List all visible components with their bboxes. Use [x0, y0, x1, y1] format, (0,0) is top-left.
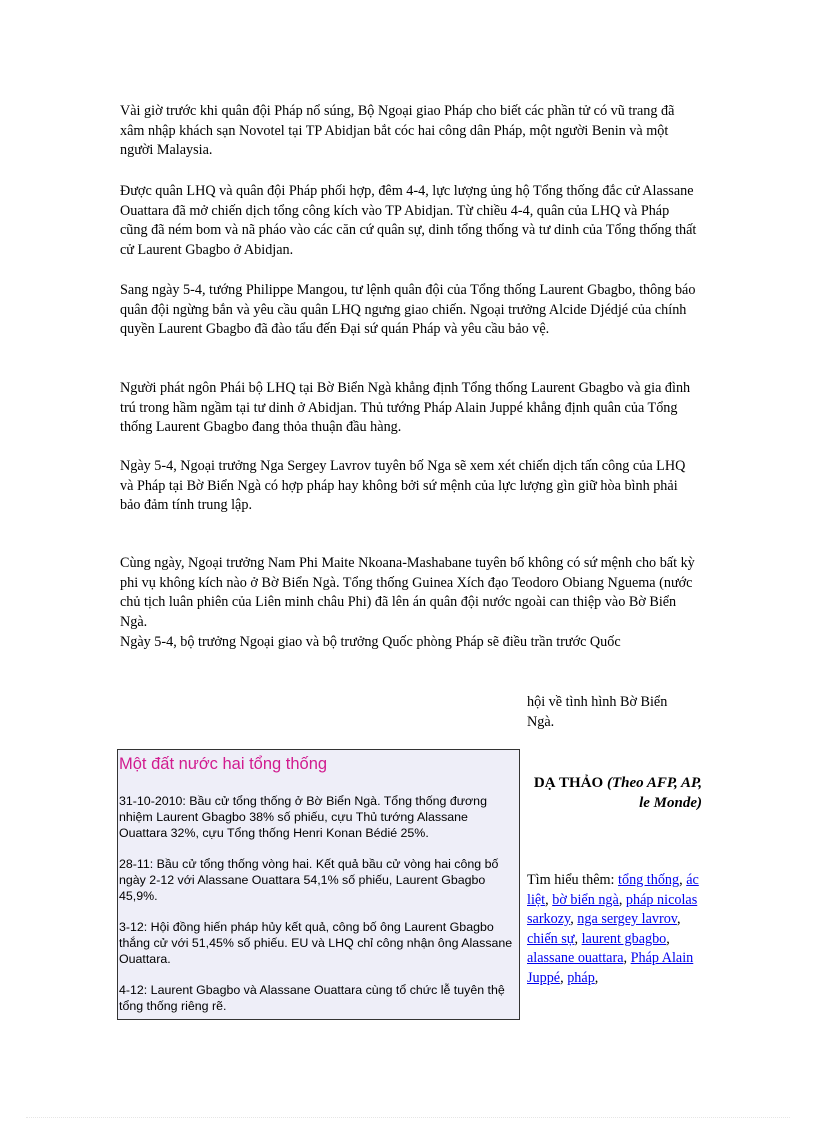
- byline: [526, 773, 702, 813]
- sidebox-title: Một đất nước hai tổng thống: [119, 755, 328, 773]
- article-paragraph: Được quân LHQ và quân đội Pháp phối hợp, đêm 4-4, lực lượng ủng hộ Tổng thống đắc cử Alassane Ouattara đã mở chiến dịch tổng công kích vào TP Abidjan. Từ chiều 4-4, quân của LHQ và Pháp cũng đã ném bom và nã pháo vào các căn cứ quân sự, dinh tổng thống và tư dinh của Tổng thống thất cử Laurent Gbagbo ở Abidjan.: [120, 183, 697, 258]
- timeline-entry: 4-12: Laurent Gbagbo và Alassane Ouattara cùng tổ chức lễ tuyên thệ tổng thống riêng rẽ.: [119, 983, 505, 1013]
- article-continuation: hội về tình hình Bờ Biển Ngà.: [527, 694, 668, 730]
- article-paragraph: Người phát ngôn Phái bộ LHQ tại Bờ Biển Ngà khẳng định Tổng thống Laurent Gbagbo và gia đình trú trong hầm ngầm tại tư dinh ở Abidjan. Thủ tướng Pháp Alain Juppé khẳng định quân của Tổng thống Laurent Gbagbo đang thỏa thuận đầu hàng.: [120, 380, 691, 435]
- byline-source: (Theo AFP, AP, le Monde): [606, 775, 702, 811]
- related-link[interactable]: laurent gbagbo: [581, 930, 667, 947]
- related-link[interactable]: ác liệt: [527, 872, 699, 908]
- related-link[interactable]: tổng thống: [618, 872, 680, 888]
- timeline-entry: 28-11: Bầu cử tổng thống vòng hai. Kết quả bầu cử vòng hai công bố ngày 2-12 với Alassane Ouattara 54,1% số phiếu, Laurent Gbagbo 45,9%.: [119, 857, 499, 903]
- author-name: DẠ THẢO: [533, 775, 604, 791]
- related-link[interactable]: pháp nicolas sarkozy: [527, 891, 698, 927]
- related-link[interactable]: bờ biển ngà: [552, 891, 619, 908]
- related-link[interactable]: pháp: [567, 969, 595, 986]
- timeline-entry: 31-10-2010: Bầu cử tổng thống ở Bờ Biển Ngà. Tổng thống đương nhiệm Laurent Gbagbo 38% số phiếu, cựu Thủ tướng Alassane Ouattara 32%, cựu Tổng thống Henri Konan Bédié 25%.: [119, 794, 487, 840]
- related-label: Tìm hiểu thêm:: [527, 872, 615, 888]
- related-link[interactable]: alassane ouattara: [527, 950, 624, 966]
- article-paragraph: Vài giờ trước khi quân đội Pháp nổ súng, Bộ Ngoại giao Pháp cho biết các phần tử có vũ trang đã xâm nhập khách sạn Novotel tại TP Abidjan bắt cóc hai công dân Pháp, một người Benin và một người Malaysia.: [120, 103, 675, 158]
- page-bottom-divider: [26, 1117, 790, 1118]
- related-link[interactable]: Pháp Alain Juppé: [527, 950, 694, 986]
- timeline-sidebox: [117, 749, 520, 1020]
- article-paragraph: Ngày 5-4, Ngoại trưởng Nga Sergey Lavrov tuyên bố Nga sẽ xem xét chiến dịch tấn công của LHQ và Pháp tại Bờ Biển Ngà có hợp pháp hay không bởi sứ mệnh của lực lượng gìn giữ hòa bình phải bảo đảm tính trung lập.: [120, 458, 686, 513]
- timeline-entry: 3-12: Hội đồng hiến pháp hủy kết quả, công bố ông Laurent Gbagbo thắng cử với 51,45% số phiếu. EU và LHQ chỉ công nhận ông Alassane Ouattara.: [119, 920, 513, 966]
- article-paragraph: Ngày 5-4, bộ trưởng Ngoại giao và bộ trưởng Quốc phòng Pháp sẽ điều trần trước Quốc: [120, 634, 621, 650]
- related-link[interactable]: chiến sự: [527, 930, 575, 947]
- article-paragraph: Sang ngày 5-4, tướng Philippe Mangou, tư lệnh quân đội của Tổng thống Laurent Gbagbo, thông báo quân đội ngừng bắn và yêu cầu quân LHQ ngưng giao chiến. Ngoại trưởng Alcide Djédjé của chính quyền Laurent Gbagbo đã đào tẩu đến Đại sứ quán Pháp và yêu cầu bảo vệ.: [120, 282, 696, 337]
- article-paragraph: Cùng ngày, Ngoại trưởng Nam Phi Maite Nkoana-Mashabane tuyên bố không có sứ mệnh cho bất kỳ phi vụ không kích nào ở Bờ Biển Ngà. Tổng thống Guinea Xích đạo Teodoro Obiang Nguema (nước chủ tịch luân phiên của Liên minh châu Phi) đã lên án quân đội nước ngoài can thiệp vào Bờ Biển Ngà.: [120, 555, 695, 630]
- related-link[interactable]: nga sergey lavrov: [577, 911, 677, 927]
- related-topics: Tìm hiểu thêm: tổng thống, ác liệt, bờ biển ngà, pháp nicolas sarkozy, nga sergey lavrov, chiến sự, laurent gbagbo, alassane ouattara, Pháp Alain Juppé, pháp,: [527, 872, 699, 986]
